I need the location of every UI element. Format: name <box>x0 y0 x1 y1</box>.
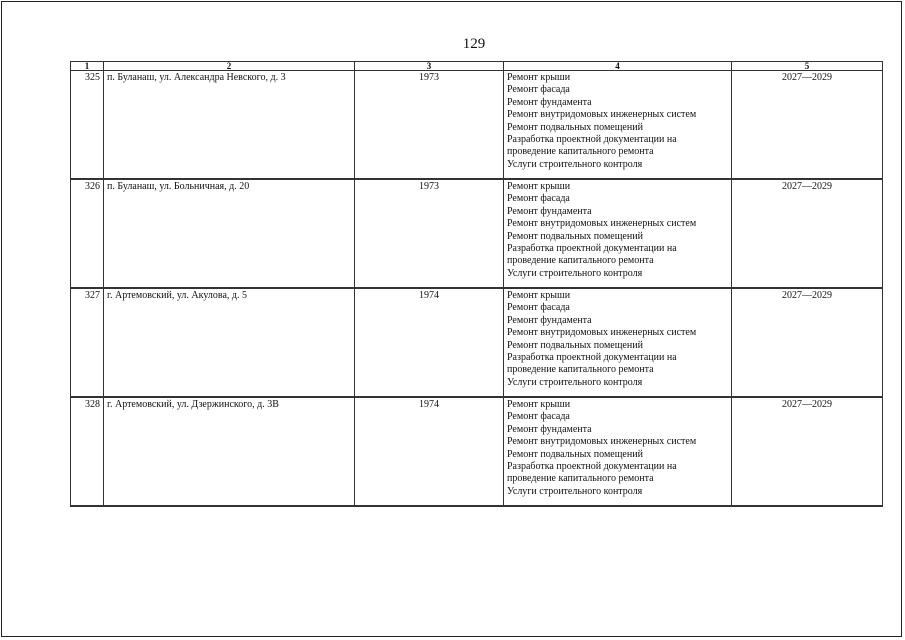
header-row <box>71 62 883 71</box>
table-row <box>71 71 883 180</box>
row-number: 325 <box>71 71 104 180</box>
row-number: 328 <box>71 397 104 506</box>
work-item: Ремонт фасада <box>507 302 570 314</box>
work-item: Ремонт фасада <box>507 411 570 423</box>
header-cell-4: 4 <box>504 62 732 71</box>
row-works <box>504 288 732 397</box>
work-item: Ремонт внутридомовых инженерных систем <box>507 218 697 230</box>
row-period: 2027—2029 <box>732 179 883 288</box>
row-address: п. Буланаш, ул. Больничная, д. 20 <box>104 179 355 288</box>
work-item: Ремонт подвальных помещений <box>507 230 643 242</box>
header-cell-5: 5 <box>732 62 883 71</box>
row-number: 326 <box>71 179 104 288</box>
work-item: Ремонт фасада <box>507 193 570 205</box>
work-item: Услуги строительного контроля <box>507 485 643 497</box>
row-address: п. Буланаш, ул. Александра Невского, д. 3 <box>104 71 355 180</box>
table-row <box>71 288 883 397</box>
header-cell-3: 3 <box>355 62 504 71</box>
work-item: Ремонт крыши <box>507 181 571 192</box>
table-row <box>71 397 883 506</box>
work-item: Ремонт крыши <box>507 290 571 301</box>
registry-table <box>70 61 883 507</box>
row-year: 1973 <box>355 71 504 180</box>
work-item: Ремонт крыши <box>507 72 571 83</box>
row-year: 1974 <box>355 288 504 397</box>
work-item: Ремонт фундамента <box>507 314 592 326</box>
work-item: Услуги строительного контроля <box>507 376 643 388</box>
row-works <box>504 71 732 180</box>
table-row <box>71 179 883 288</box>
work-item: Ремонт подвальных помещений <box>507 121 643 133</box>
row-works <box>504 179 732 288</box>
work-item: Разработка проектной документации на проведение капитального ремонта <box>507 352 677 376</box>
work-item: Услуги строительного контроля <box>507 158 643 170</box>
row-address: г. Артемовский, ул. Дзержинского, д. 3В <box>104 397 355 506</box>
work-item: Ремонт подвальных помещений <box>507 339 643 351</box>
row-period: 2027—2029 <box>732 288 883 397</box>
work-item: Ремонт фасада <box>507 84 570 96</box>
row-period: 2027—2029 <box>732 71 883 180</box>
work-item: Ремонт внутридомовых инженерных систем <box>507 436 697 448</box>
row-number: 327 <box>71 288 104 397</box>
work-item: Ремонт крыши <box>507 399 571 410</box>
row-works <box>504 397 732 506</box>
work-item: Ремонт фундамента <box>507 96 592 108</box>
work-item: Разработка проектной документации на проведение капитального ремонта <box>507 461 677 485</box>
header-cell-1: 1 <box>71 62 104 71</box>
work-item: Ремонт внутридомовых инженерных систем <box>507 327 697 339</box>
row-year: 1973 <box>355 179 504 288</box>
work-item: Разработка проектной документации на проведение капитального ремонта <box>507 243 677 267</box>
work-item: Разработка проектной документации на проведение капитального ремонта <box>507 134 677 158</box>
header-cell-2: 2 <box>104 62 355 71</box>
work-item: Услуги строительного контроля <box>507 267 643 279</box>
row-period: 2027—2029 <box>732 397 883 506</box>
work-item: Ремонт фундамента <box>507 205 592 217</box>
table-body <box>71 71 883 507</box>
work-item: Ремонт фундамента <box>507 423 592 435</box>
page-number: 129 <box>462 36 486 52</box>
row-address: г. Артемовский, ул. Акулова, д. 5 <box>104 288 355 397</box>
row-year: 1974 <box>355 397 504 506</box>
work-item: Ремонт подвальных помещений <box>507 448 643 460</box>
work-item: Ремонт внутридомовых инженерных систем <box>507 109 697 121</box>
